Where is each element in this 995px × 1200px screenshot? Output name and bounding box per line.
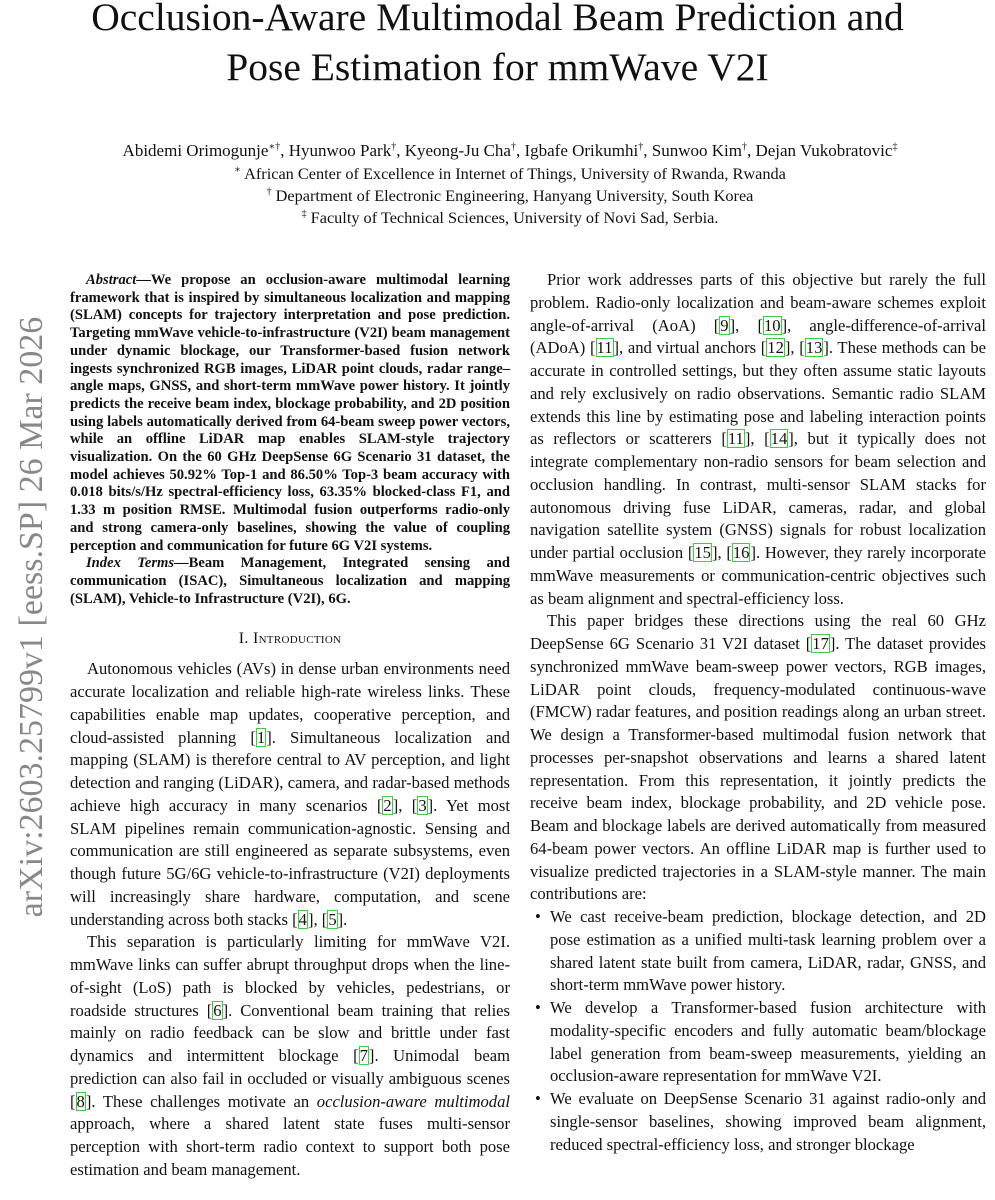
list-item: • We evaluate on DeepSense Scenario 31 against radio-only and single-sensor baselines, showing improved beam alignment, reduced spectral-efficiency loss, and stronger blockage <box>550 1088 986 1156</box>
citation-link[interactable]: 11 <box>596 338 613 358</box>
citation-link[interactable]: 6 <box>213 1000 222 1020</box>
abstract-text: —We propose an occlusion-aware multimodal learning framework that is inspired by simultaneous localization and mapping (SLAM) concepts for trajectory interpretation and pose prediction. Targeting mmWave vehicle-to-infrastructure (V2I) beam management under dynamic blockage, our Transformer-based fusion network ingests synchronized RGB images, LiDAR point clouds, radar range–angle maps, GNSS, and short-term mmWave power history. It jointly predicts the receive beam index, blockage probability, and 2D position using labels automatically derived from 64-beam sweep power vectors, while an offline LiDAR map enables SLAM-style trajectory visualization. On the 60 GHz DeepSense 6G Scenario 31 dataset, the model achieves 50.92% Top-1 and 86.50% Top-3 beam accuracy with 0.018 bits/s/Hz spectral-efficiency loss, 63.35% blocked-class F1, and 1.33 m position RMSE. Multimodal fusion outperforms radio-only and strong camera-only baselines, showing the value of coupling perception and communication for future 6G V2I systems. <box>70 272 510 554</box>
citation-link[interactable]: 8 <box>76 1091 85 1111</box>
list-item: • We cast receive-beam prediction, blockage detection, and 2D pose estimation as a unified multi-task learning problem over a shared latent state built from camera, LiDAR, radar, GNSS, and short-term mmWave power history. <box>550 906 986 997</box>
author-mark: † <box>741 141 747 153</box>
citation-link[interactable]: 16 <box>732 543 750 562</box>
abstract-label: Abstract <box>86 272 137 288</box>
affiliation-2 <box>0 185 995 207</box>
citation-link[interactable]: 15 <box>694 543 711 562</box>
author-mark: † <box>638 141 644 153</box>
affiliation-3 <box>0 207 995 229</box>
paragraph: Autonomous vehicles (AVs) in dense urban environments need accurate localization and reliable high-rate wireless links. These capabilities enable map updates, cooperative perception, and cloud-assisted planning [1]. Simultaneous localization and mapping (SLAM) is therefore central to AV perception, and light detection and ranging (LiDAR), camera, and radar-based methods achieve high accuracy in many scenarios [2], [3]. Yet most SLAM pipelines remain communication-agnostic. Sensing and communication are still engineered as separate subsystems, even though future 5G/6G vehicle-to-infrastructure (V2I) deployments will increasingly share hardware, computation, and scene understanding across both stacks [4], [5]. <box>70 659 510 929</box>
arxiv-stamp: arXiv:2603.25799v1 [eess.SP] 26 Mar 2026 <box>13 316 50 918</box>
emphasis-text: occlusion-aware multimodal <box>316 1091 511 1111</box>
author-name: Hyunwoo Park <box>288 141 392 160</box>
affiliation-text: African Center of Excellence in Internet of Things, University of Rwanda, Rwanda <box>244 164 786 183</box>
title-line-1: Occlusion-Aware Multimodal Beam Prediction and <box>91 0 904 39</box>
index-terms-label: Index Terms <box>86 555 175 572</box>
citation-link[interactable]: 5 <box>328 909 337 929</box>
contributions-list <box>530 906 986 1156</box>
citation-link[interactable]: 10 <box>763 315 781 335</box>
citation-link[interactable]: 11 <box>727 429 744 449</box>
citation-link[interactable]: 2 <box>383 795 392 815</box>
author-list: Abidemi Orimogunje∗†, Hyunwoo Park†, Kyeong-Ju Cha†, Igbafe Orikumhi†, Sunwoo Kim†, Dejan Vukobratovic‡ <box>122 141 898 160</box>
citation-link[interactable]: 4 <box>298 909 307 929</box>
right-column <box>530 269 986 1156</box>
affiliation-1 <box>0 163 995 185</box>
paper-title <box>0 0 995 92</box>
citation-link[interactable]: 1 <box>256 727 266 747</box>
author-name: Sunwoo Kim <box>651 141 742 160</box>
left-column <box>70 272 510 1182</box>
citation-link[interactable]: 13 <box>805 338 823 358</box>
citation-link[interactable]: 17 <box>812 634 829 653</box>
author-name: Igbafe Orikumhi <box>524 141 639 160</box>
paragraph-text: This separation is particularly limiting for mmWave V2I. mmWave links can suffer abrupt throughput drops when the line-of-sight (LoS) path is blocked by vehicles, pedestrians, or roadside structures [6]. Conventional beam training that relies mainly on radio feedback can be slow and brittle under fast dynamics and intermittent blockage [7]. Unimodal beam prediction can also fail in occluded or visually ambiguous scenes [8]. These challenges motivate an <box>70 932 510 1111</box>
paragraph-text: approach, where a shared latent state fuses multi-sensor perception with short-term radio context to support both pose estimation and beam management. <box>70 1114 510 1179</box>
list-item: • We develop a Transformer-based fusion architecture with modality-specific encoders and fully automatic beam/blockage label generation from beam-sweep measurements, yielding an occlusion-aware representation for mmWave V2I. <box>550 997 986 1088</box>
citation-link[interactable]: 9 <box>720 315 729 335</box>
author-mark: † <box>510 141 516 153</box>
author-name: Kyeong-Ju Cha <box>404 141 511 160</box>
index-terms-text: —Beam Management, Integrated sensing and communication (ISAC), Simultaneous localization and mapping (SLAM), Vehicle-to Infrastructure (V2I), 6G. <box>70 555 510 607</box>
section-heading <box>70 630 510 648</box>
author-name: Dejan Vukobratovic <box>755 141 893 160</box>
paragraph: Prior work addresses parts of this objective but rarely the full problem. Radio-only localization and beam-aware schemes exploit angle-of-arrival (AoA) [9], [10], angle-difference-of-arrival (ADoA) [11], and virtual anchors [12], [13]. These methods can be accurate in controlled settings, but they often assume static layouts and rely exclusively on radio observations. Semantic radio SLAM extends this line by estimating pose and labeling interaction points as reflectors or scatterers [11], [14], but it typically does not integrate complementary non-radio sensors for beam selection and occlusion handling. In contrast, multi-sensor SLAM stacks for autonomous driving fuse LiDAR, cameras, radar, and global navigation satellite system (GNSS) signals for robust localization under partial occlusion [15], [16]. However, they rarely incorporate mmWave measurements or communication-centric objectives such as beam alignment and spectral-efficiency loss. <box>530 270 987 608</box>
author-mark: ∗† <box>268 141 281 153</box>
affiliation-mark: † <box>266 186 272 198</box>
abstract <box>70 272 510 555</box>
citation-link[interactable]: 14 <box>770 429 788 449</box>
paragraph <box>70 931 510 1181</box>
citation-link[interactable]: 12 <box>767 338 784 358</box>
citation-link[interactable]: 7 <box>359 1046 368 1066</box>
index-terms <box>70 555 510 608</box>
section-number: I. <box>238 630 249 648</box>
affiliation-mark: ∗ <box>234 164 241 176</box>
section-title: Introduction <box>252 630 342 648</box>
citation-link[interactable]: 3 <box>418 795 427 815</box>
author-name: Abidemi Orimogunje <box>122 141 269 160</box>
affiliation-mark: ‡ <box>301 208 307 220</box>
paragraph: This paper bridges these directions using the real 60 GHz DeepSense 6G Scenario 31 V2I dataset [17]. The dataset provides synchronized mmWave beam-sweep power vectors, RGB images, LiDAR point clouds, frequency-modulated continuous-wave (FMCW) radar features, and position readings along an urban street. We design a Transformer-based multimodal fusion network that processes per-snapshot observations and learns a shared latent representation. From this representation, it jointly predicts the receive beam index, blockage probability, and 2D vehicle pose. Beam and blockage labels are derived automatically from measured 64-beam power vectors. An offline LiDAR map is further used to visualize predicted trajectories in a SLAM-style manner. The main contributions are: <box>530 611 987 904</box>
affiliation-text: Faculty of Technical Sciences, University of Novi Sad, Serbia. <box>310 208 719 227</box>
title-line-2: Pose Estimation for mmWave V2I <box>226 45 769 89</box>
author-mark: † <box>391 141 397 153</box>
affiliation-text: Department of Electronic Engineering, Hanyang University, South Korea <box>275 186 754 205</box>
author-mark: ‡ <box>892 141 898 153</box>
